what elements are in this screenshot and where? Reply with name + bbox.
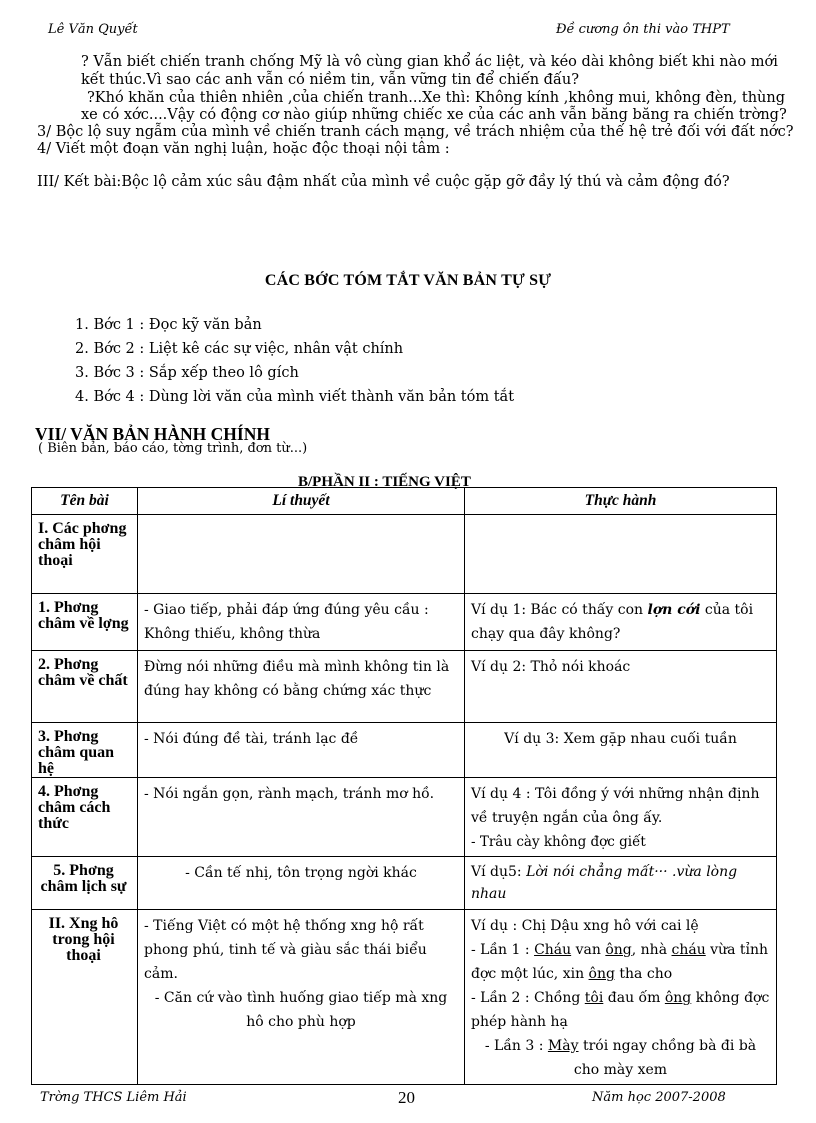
row-theory: Đừng nói những điều mà mình không tin là đúng hay không có bằng chứng xác thực [144,659,450,699]
step-2: 2. Bớc 2 : Liệt kê các sự việc, nhân vật chính [75,341,404,357]
row-theory: - Giao tiếp, phải đáp ứng đúng yêu cầu : Không thiếu, không thừa [144,602,429,642]
row-practice: Ví dụ 3: Xem gặp nhau cuối tuần [504,731,737,747]
header-course: Đề cương ôn thi vào THPT [556,22,730,37]
row-name: 5. Phơng châm lịch sự [40,862,127,895]
table-row [32,910,777,1085]
step-4: 4. Bớc 4 : Dùng lời văn của mình viết thành văn bản tóm tắt [75,389,515,405]
footer-year: Năm học 2007-2008 [592,1090,726,1105]
footer-school: Trờng THCS Liêm Hải [40,1090,187,1105]
table-row [32,515,777,594]
table-header-row [32,488,777,515]
row-name: II. Xng hô trong hội thoại [48,915,119,964]
question-line-1: ? Vẫn biết chiến tranh chống Mỹ là vô cùng gian khổ ác liệt, và kéo dài không biết khi nào mới [81,54,778,70]
table-row [32,857,777,910]
question-line-4: xe có xớc....Vậy có động cơ nào giúp những chiếc xe của các anh vẫn băng băng ra chiến trờng? [81,107,787,123]
emphasis-phrase: lợn cới [647,602,701,618]
row-name: 3. Phơng châm quan hệ [38,728,115,777]
col-header-theory: Lí thuyết [138,488,465,515]
conclusion-line: III/ Kết bài:Bộc lộ cảm xúc sâu đậm nhất của mình về cuộc gặp gỡ đầy lý thú và cảm động đó? [37,174,730,190]
row-name: 1. Phơng châm về lợng [38,599,129,632]
steps-title: CÁC BỚC TÓM TẮT VĂN BẢN TỰ SỰ [264,272,552,289]
row-theory: - Nói ngắn gọn, rành mạch, tránh mơ hồ. [144,786,435,802]
table-row [32,594,777,651]
item-3: 3/ Bộc lộ suy ngẫm của mình về chiến tranh cách mạng, về trách nhiệm của thế hệ trẻ đối với đất nớc? [37,124,794,140]
section-7-subtitle: ( Biên bản, báo cáo, tờng trình, đơn từ...) [38,441,308,456]
page-number: 20 [398,1088,415,1107]
proverb-text: Lời nói chẳng mất··· .vừa lòng nhau [471,864,738,902]
vietnamese-table [31,487,777,1085]
col-header-practice: Thực hành [465,488,777,515]
row-name: I. Các phơng châm hội thoại [38,520,127,569]
item-4: 4/ Viết một đoạn văn nghị luận, hoặc độc thoại nội tâm : [37,141,450,157]
row-practice: Ví dụ 2: Thỏ nói khoác [471,659,631,675]
header-author: Lê Văn Quyết [48,22,138,37]
row-theory: - Cần tế nhị, tôn trọng ngời khác [185,865,417,881]
col-header-title: Tên bài [32,488,138,515]
row-practice: Ví dụ : Chị Dậu xng hô với cai lệ - Lần 1 : Cháu van ông, nhà cháu vừa tỉnh đợc một lúc, xin ông tha cho - Lần 2 : Chồng tôi đau ốm ông không đợc phép hành hạ - Lần 3 : Mày trói ngay chồng bà đi bà cho mày xem [471,918,770,1078]
section-7-title: VII/ VĂN BẢN HÀNH CHÍNH [35,424,270,444]
table-row [32,651,777,723]
step-3: 3. Bớc 3 : Sắp xếp theo lô gích [75,365,299,381]
step-1: 1. Bớc 1 : Đọc kỹ văn bản [75,317,262,333]
row-theory: - Tiếng Việt có một hệ thống xng hộ rất phong phú, tinh tế và giàu sắc thái biểu cảm. - Căn cứ vào tình huống giao tiếp mà xng hô cho phù hợp [144,918,448,1030]
table-row [32,778,777,857]
row-theory: - Nói đúng đề tài, tránh lạc đề [144,731,359,747]
row-practice: Ví dụ5: Lời nói chẳng mất··· .vừa lòng nhau [471,864,738,902]
question-line-2: kết thúc.Vì sao các anh vẫn có niềm tin, vẫn vững tin để chiến đấu? [81,72,579,88]
row-practice: Ví dụ 1: Bác có thấy con lợn cới của tôi chạy qua đây không? [471,602,754,642]
part-2-title: B/PHẦN II : TIẾNG VIỆT [298,474,471,490]
row-practice: Ví dụ 4 : Tôi đồng ý với những nhận định về truyện ngắn của ông ấy. - Trâu cày không đợc giết [471,786,760,850]
table-row [32,723,777,778]
row-name: 4. Phơng châm cách thức [38,783,111,832]
question-line-3: ?Khó khăn của thiên nhiên ,của chiến tranh...Xe thì: Không kính ,không mui, không đèn, thùng [87,90,786,106]
row-name: 2. Phơng châm về chất [38,656,128,689]
